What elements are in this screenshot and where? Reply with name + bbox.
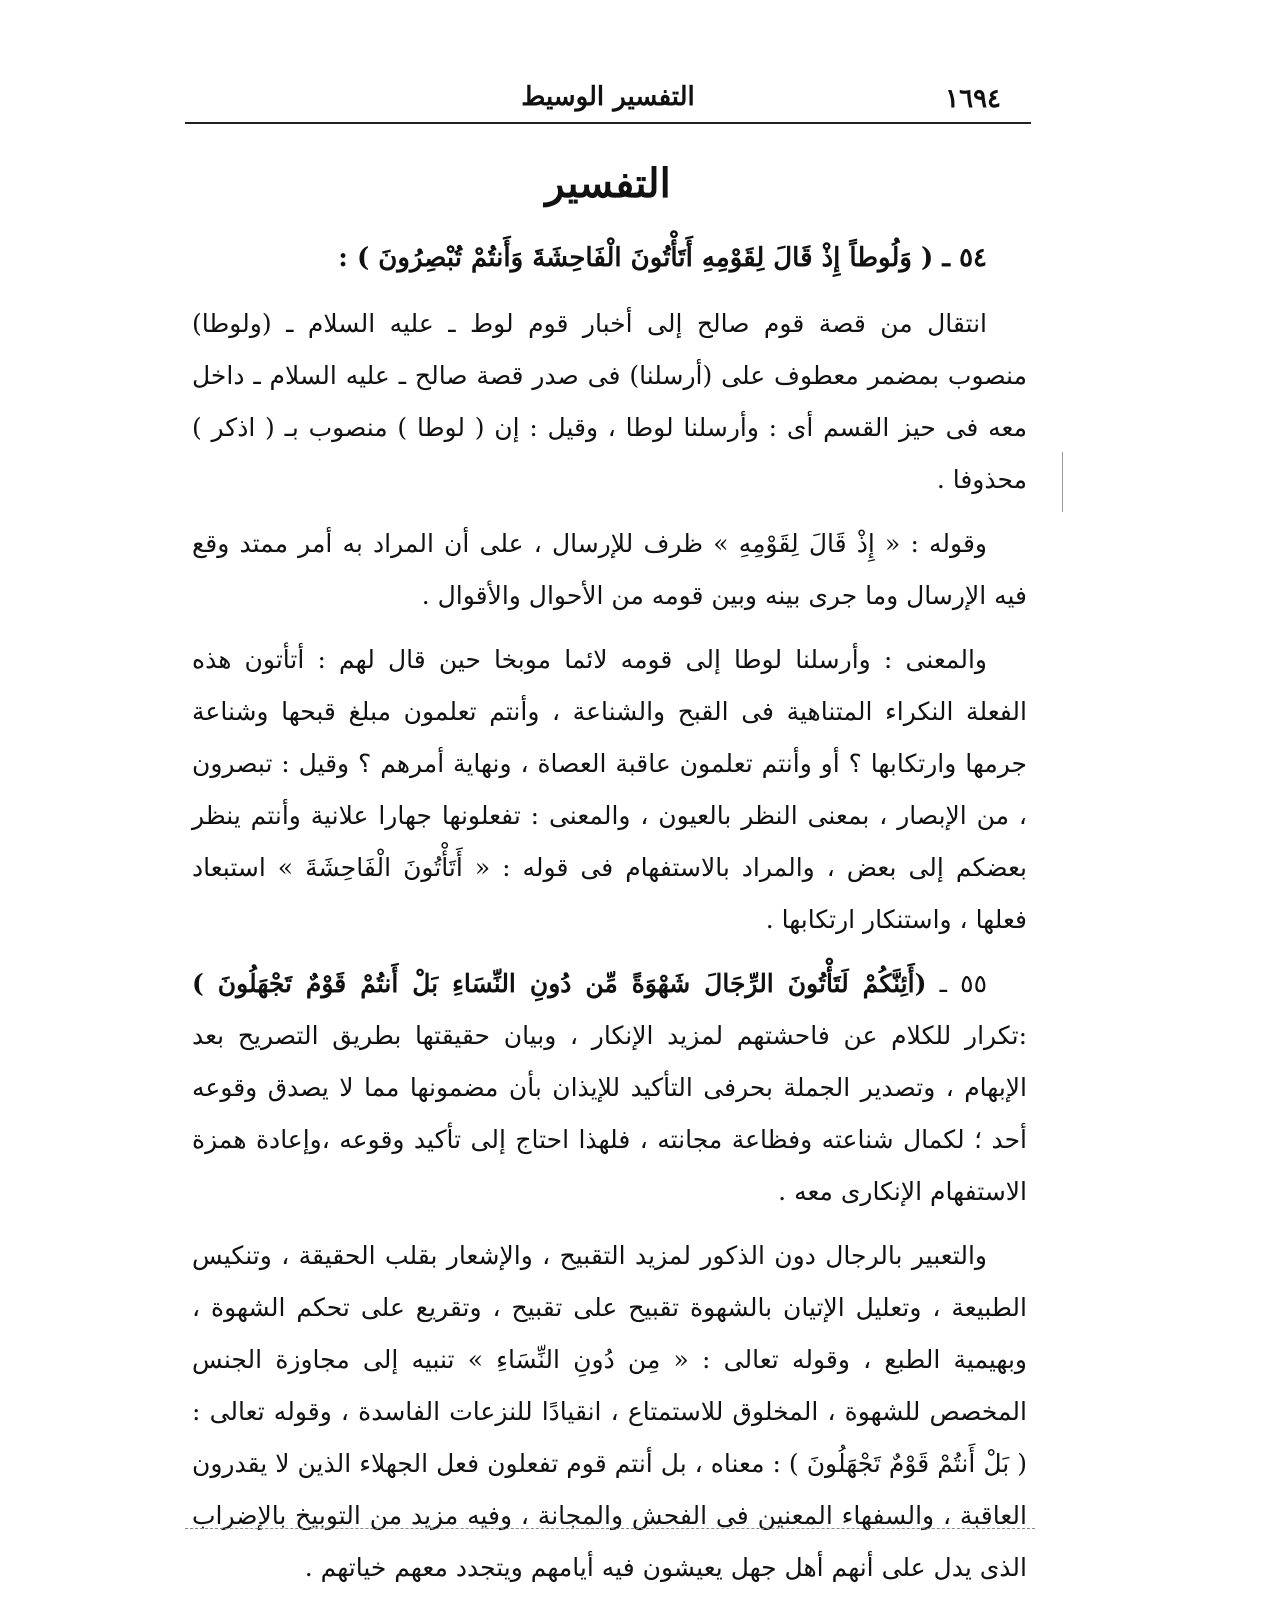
verse-55-number: ٥٥ ـ [939, 969, 987, 998]
margin-mark [1062, 452, 1063, 512]
paragraph: والمعنى : وأرسلنا لوطا إلى قومه لائما موبخا حين قال لهم : أتأتون هذه الفعلة النكراء المتناهية فى القبح والشناعة ، وأنتم تعلمون مبلغ قبحها وشناعة جرمها وارتكابها ؟ أو وأنتم تعلمون عاقبة العصاة ، ونهاية أمرهم ؟ وقيل : تبصرون ، من الإبصار ، بمعنى النظر بالعيون ، والمعنى : تفعلونها جهارا علانية وأنتم ينظر بعضكم إلى بعض ، والمراد بالاستفهام فى قوله : « أَتَأْتُونَ الْفَاحِشَةَ » استبعاد فعلها ، واستنكار ارتكابها . [192, 645, 1027, 934]
page-header [185, 78, 1031, 118]
paragraph: وقوله : « إِذْ قَالَ لِقَوْمِهِ » ظرف للإرسال ، على أن المراد به أمر ممتد وقع فيه الإرسال وما جرى بينه وبين قومه من الأحوال والأقوال . [192, 529, 1027, 610]
running-title: التفسير الوسيط [521, 82, 695, 112]
verse-55-paragraph [192, 958, 1027, 1218]
header-rule [185, 122, 1031, 124]
paragraph: انتقال من قصة قوم صالح إلى أخبار قوم لوط ـ عليه السلام ـ (ولوطا) منصوب بمضمر معطوف على (أرسلنا) فى صدر قصة صالح ـ عليه السلام ـ داخل معه فى حيز القسم أى : وأرسلنا لوطا ، وقيل : إن ( لوطا ) منصوب بـ ( اذكر ) محذوفا . [192, 309, 1027, 494]
footer-rule [185, 1528, 1035, 1529]
verse-55-text: (أَئِنَّكُمْ لَتَأْتُونَ الرِّجَالَ شَهْوَةً مِّن دُونِ النِّسَاءِ بَلْ أَنتُمْ قَوْمٌ تَجْهَلُونَ ) [192, 969, 927, 998]
paragraph: والتعبير بالرجال دون الذكور لمزيد التقبيح ، والإشعار بقلب الحقيقة ، وتنكيس الطبيعة ، وتعليل الإتيان بالشهوة تقبيح على تقبيح ، وتقريع على تحكم الشهوة ، وبهيمية الطبع ، وقوله تعالى : « مِن دُونِ النِّسَاءِ » تنبيه إلى مجاوزة الجنس المخصص للشهوة ، المخلوق للاستمتاع ، انقيادًا للنزعات الفاسدة ، وقوله تعالى : ( بَلْ أَنتُمْ قَوْمٌ تَجْهَلُونَ ) : معناه ، بل أنتم قوم تفعلون فعل الجهلاء الذين لا يقدرون العاقبة ، والسفهاء المعنين فى الفحش والمجانة ، وفيه مزيد من التوبيخ بالإضراب الذى يدل على أنهم أهل جهل يعيشون فيه أيامهم ويتجدد معهم خياتهم . [192, 1241, 1028, 1582]
verse-54-number: ٥٤ ـ [942, 243, 987, 273]
commentary-body [192, 232, 1027, 1606]
section-heading: التفسير [545, 160, 671, 207]
page-number: ١٦٩٤ [945, 84, 1001, 114]
verse-54-text: ( وَلُوطاً إِذْ قَالَ لِقَوْمِهِ أَتَأْتُونَ الْفَاحِشَةَ وَأَنتُمْ تُبْصِرُونَ ) : [338, 243, 934, 273]
verse-54-heading [192, 232, 1027, 284]
verse-55-commentary: :تكرار للكلام عن فاحشتهم لمزيد الإنكار ، وبيان حقيقتها بطريق التصريح بعد الإبهام ، وتصدير الجملة بحرفى التأكيد للإيذان بأن مضمونها مما لا يصدق وقوعه أحد ؛ لكمال شناعته وفظاعة مجانته ، فلهذا احتاج إلى تأكيد وقوعه ،وإعادة همزة الاستفهام الإنكارى معه . [192, 1021, 1027, 1206]
